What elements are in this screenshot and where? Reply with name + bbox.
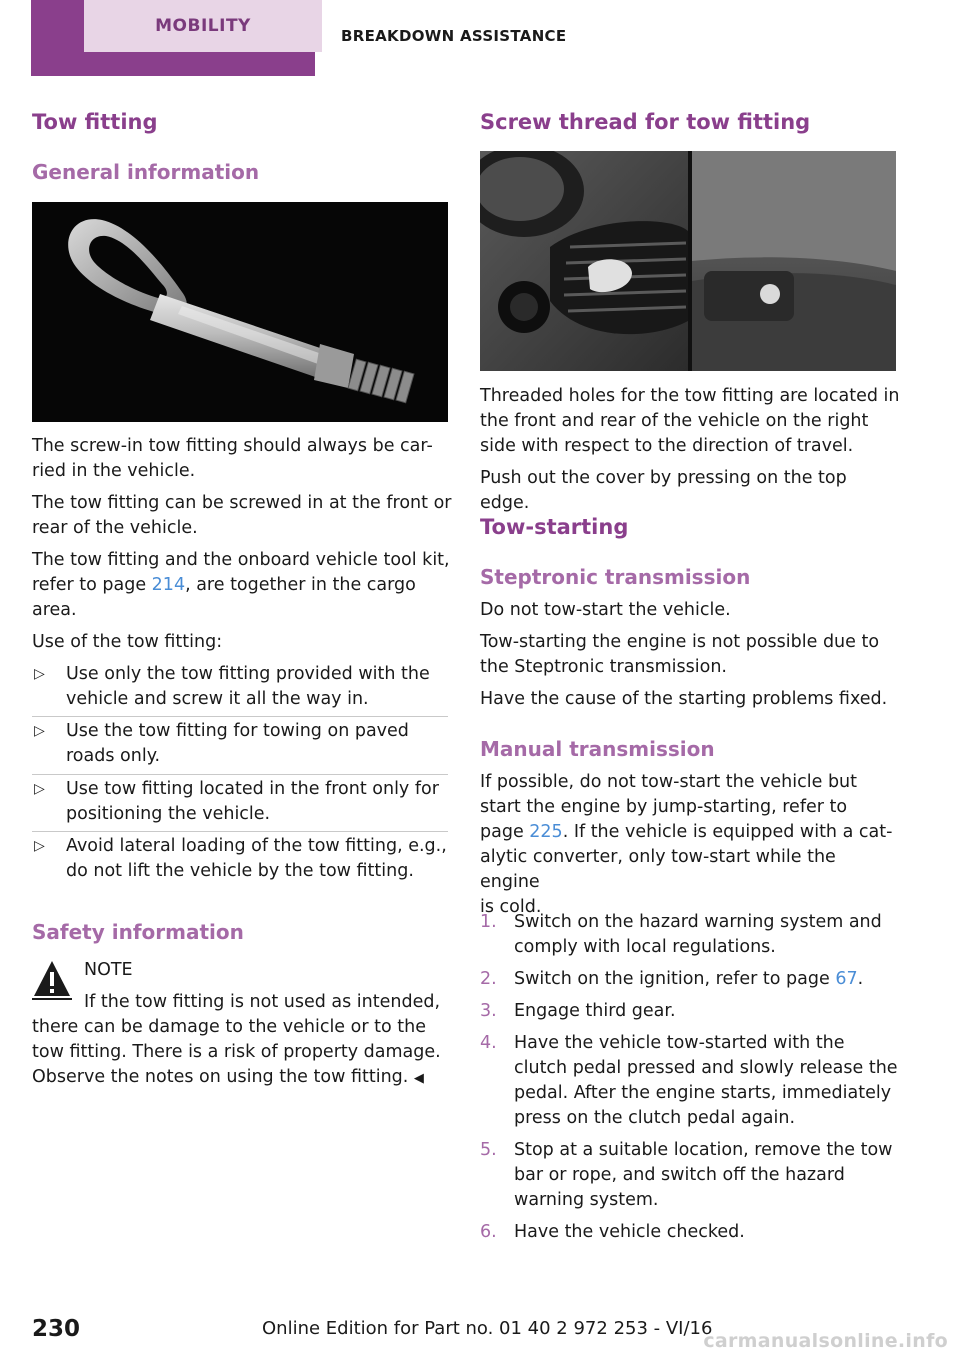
paragraph-use-of: Use of the tow fitting: — [32, 632, 223, 652]
list-item — [480, 999, 900, 1031]
list-item — [480, 967, 900, 999]
text-line: roads only. — [66, 746, 161, 766]
text-line: do not lift the vehicle by the tow fitting. — [66, 861, 414, 881]
bullet-list-tow-fitting — [32, 662, 452, 884]
section-title: BREAKDOWN ASSISTANCE — [341, 27, 567, 45]
paragraph-steptronic-reason — [480, 630, 900, 680]
heading-safety-information: Safety information — [32, 920, 244, 944]
step-number: 3. — [480, 1001, 497, 1021]
tab-mobility[interactable] — [84, 0, 322, 52]
list-item — [32, 777, 452, 834]
list-item — [480, 1220, 900, 1245]
step-number: 5. — [480, 1140, 497, 1160]
text-line: bar or rope, and switch off the hazard — [514, 1165, 845, 1185]
list-item — [480, 1031, 900, 1138]
vehicle-bumper-illustration — [480, 151, 896, 371]
text-line: Switch on the hazard warning system and — [514, 912, 882, 932]
text-line: The tow fitting can be screwed in at the front or — [32, 493, 452, 513]
page-link-214[interactable]: 214 — [151, 575, 186, 595]
text-line: The screw-in tow fitting should always be car- — [32, 436, 433, 456]
bullet-triangle-icon: ▷ — [34, 838, 45, 854]
text-line: Do not tow-start the vehicle. — [480, 600, 731, 620]
text-line: The tow fitting and the onboard vehicle tool kit, — [32, 550, 450, 570]
list-item — [32, 834, 452, 884]
note-body — [32, 1015, 452, 1091]
text-line: area. — [32, 600, 77, 620]
divider — [32, 831, 448, 832]
list-item — [480, 1138, 900, 1220]
paragraph-carry — [32, 434, 452, 484]
text-line: tow fitting. There is a risk of property damage. — [32, 1042, 441, 1062]
text-line: Have the vehicle checked. — [514, 1222, 745, 1242]
text-fragment: . If the vehicle is equipped with a cat- — [562, 822, 893, 842]
text-line: Tow-starting the engine is not possible due to — [480, 632, 880, 652]
step-number: 4. — [480, 1033, 497, 1053]
text-line: press on the clutch pedal again. — [514, 1108, 796, 1128]
bullet-triangle-icon: ▷ — [34, 723, 45, 739]
edition-footer: Online Edition for Part no. 01 40 2 972 253 - VI/16 — [262, 1318, 713, 1339]
heading-manual-transmission: Manual transmission — [480, 737, 715, 761]
paragraph-manual — [480, 770, 900, 920]
text-line: is cold. — [480, 897, 542, 917]
text-line: If possible, do not tow-start the vehicle but — [480, 772, 858, 792]
warning-triangle-icon — [32, 958, 72, 1000]
text-line: the Steptronic transmission. — [480, 657, 727, 677]
text-line: there can be damage to the vehicle or to the — [32, 1017, 426, 1037]
text-line: Threaded holes for the tow fitting are located in — [480, 386, 900, 406]
text-line: Stop at a suitable location, remove the tow — [514, 1140, 893, 1160]
text-line — [32, 1065, 452, 1091]
heading-tow-starting: Tow-starting — [480, 515, 629, 539]
text-line: the front and rear of the vehicle on the right — [480, 411, 869, 431]
text-line: comply with local regulations. — [514, 937, 776, 957]
header-tab — [31, 0, 315, 76]
paragraph-push-cover: Push out the cover by pressing on the top edge. — [480, 468, 847, 513]
text-line: alytic converter, only tow-start while the engine — [480, 847, 836, 892]
text-fragment: , are together in the cargo — [185, 575, 416, 595]
paragraph-steptronic — [480, 598, 900, 623]
heading-screw-thread: Screw thread for tow fitting — [480, 110, 811, 134]
heading-tow-fitting: Tow fitting — [32, 110, 158, 134]
paragraph-tool-kit — [32, 548, 452, 623]
text-line: ried in the vehicle. — [32, 461, 196, 481]
text-line — [480, 820, 900, 845]
text-fragment: page — [480, 822, 530, 842]
text-fragment: . — [857, 969, 864, 989]
text-fragment: refer to page — [32, 575, 152, 595]
text-line: Avoid lateral loading of the tow fitting, e.g., — [66, 836, 447, 856]
bullet-triangle-icon: ▷ — [34, 666, 45, 682]
divider — [32, 774, 448, 775]
text-fragment: Switch on the ignition, refer to page — [514, 969, 836, 989]
paragraph-cause: Have the cause of the starting problems fixed. — [480, 689, 888, 709]
step-number: 2. — [480, 969, 497, 989]
bullet-triangle-icon: ▷ — [34, 781, 45, 797]
paragraph-screw-in — [32, 491, 452, 541]
tow-fitting-illustration — [32, 202, 448, 422]
list-item — [32, 662, 452, 719]
page-link-67[interactable]: 67 — [835, 969, 858, 989]
text-line: Use tow fitting located in the front only for — [66, 779, 439, 799]
text-line: start the engine by jump-starting, refer to — [480, 797, 848, 817]
list-item — [32, 719, 452, 777]
text-fragment: Observe the notes on using the tow fitting. — [32, 1067, 409, 1087]
text-line: side with respect to the direction of travel. — [480, 436, 854, 456]
page-link-225[interactable]: 225 — [529, 822, 563, 842]
text-line: Use only the tow fitting provided with the — [66, 664, 430, 684]
page-number: 230 — [32, 1316, 81, 1342]
step-number: 6. — [480, 1222, 497, 1242]
text-line: warning system. — [514, 1190, 659, 1210]
text-line: pedal. After the engine starts, immediately — [514, 1083, 892, 1103]
text-line: clutch pedal pressed and slowly release the — [514, 1058, 898, 1078]
end-mark-icon: ◀ — [413, 1071, 424, 1086]
text-line: Use the tow fitting for towing on paved — [66, 721, 409, 741]
note-line: If the tow fitting is not used as intended, — [84, 992, 441, 1012]
heading-general-information: General information — [32, 160, 260, 184]
text-line: Have the vehicle tow-started with the — [514, 1033, 845, 1053]
text-line: rear of the vehicle. — [32, 518, 198, 538]
list-item — [480, 910, 900, 967]
tow-fitting-image — [32, 202, 448, 422]
tab-mobility-label: MOBILITY — [155, 16, 251, 36]
text-line: positioning the vehicle. — [66, 804, 271, 824]
watermark: carmanualsonline.info — [703, 1330, 948, 1352]
numbered-steps — [480, 910, 900, 1245]
paragraph-threaded-holes — [480, 384, 900, 459]
step-number: 1. — [480, 912, 497, 932]
text-line: vehicle and screw it all the way in. — [66, 689, 369, 709]
screw-thread-image — [480, 151, 896, 371]
text-line: Engage third gear. — [514, 1001, 676, 1021]
divider — [32, 716, 448, 717]
heading-steptronic: Steptronic transmission — [480, 565, 751, 589]
text-line — [32, 573, 452, 598]
note-label: NOTE — [84, 960, 133, 980]
text-line — [514, 967, 900, 992]
